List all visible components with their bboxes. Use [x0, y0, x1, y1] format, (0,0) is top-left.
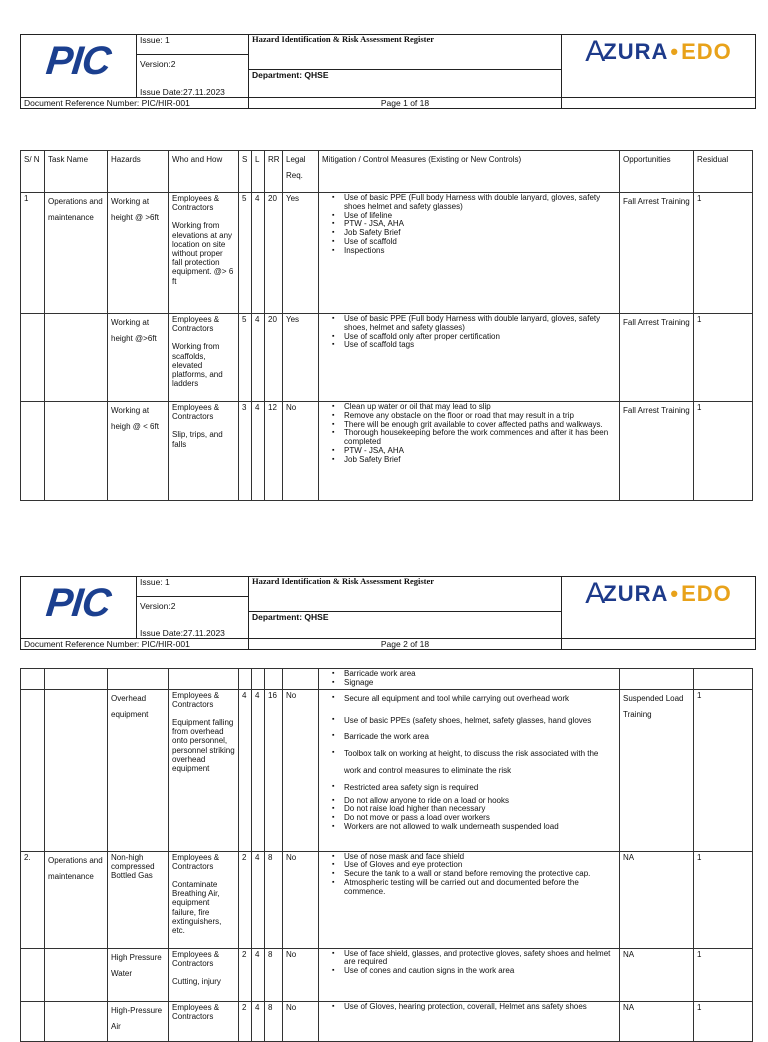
- table-row: Working at heigh @ < 6ft Employees & Contractors Slip, trips, and falls 3 4 12 No ▪ Clean up water or oil that may lead to slip ▪ Remove any obstacle on the floor or road that may result in a trip ▪ There will be enough grit available to cover affected paths and walkways. ▪ Thorough housekeeping before the work commences and after it has been completed ▪ PTW - JSA, AHA ▪ Job Safety Brief Fall Arrest Training 1: [21, 402, 753, 501]
- col-task: Task Name: [45, 151, 108, 193]
- issue-date: Issue Date:27.11.2023: [137, 69, 249, 97]
- azura-edo-logo: A ZURA • EDO: [562, 35, 756, 98]
- azura-edo-logo: A ZURA • EDO: [562, 577, 756, 639]
- table-row: High-Pressure Air Employees & Contractors 2 4 8 No ▪ Use of Gloves, hearing protection, coverall, Helmet ans safety shoes NA 1: [21, 1001, 753, 1041]
- col-opportunities: Opportunities: [620, 151, 694, 193]
- version: Version:2: [137, 597, 249, 612]
- col-l: L: [252, 151, 265, 193]
- hazard-register-table-page2: [20, 668, 753, 1042]
- table-row: 1 Operations and maintenance Working at height @ >6ft Employees & Contractors Working from elevations at any location on site without proper fall protection equipment. @> 6 ft 5 4 20 Yes ▪ Use of basic PPE (Full body Harness with double lanyard, gloves, safety shoes helmet and safety glasses) ▪ Use of lifeline ▪ PTW - JSA, AHA ▪ Job Safety Brief ▪ Use of scaffold ▪ Inspections Fall Arrest Training 1: [21, 193, 753, 314]
- table-row: Overhead equipment Employees & Contractors Equipment falling from overhead onto personnel, personnel striking overhead equipment 4 4 16 No ▪ Secure all equipment and tool while carrying out overhead work ▪ Use of basic PPEs (safety shoes, helmet, safety glasses, hand gloves ▪ Barricade the work area ▪ Toolbox talk on working at height, to discuss the risk associated with the work and control measures to eliminate the risk ▪ Restricted area safety sign is required ▪ Do not allow anyone to ride on a load or hooks ▪ Do not raise load higher than necessary ▪ Do not move or pass a load over workers ▪ Workers are not allowed to walk underneath suspended load Suspended Load Training 1: [21, 689, 753, 851]
- col-legal: Legal Req.: [283, 151, 319, 193]
- doc-ref: Document Reference Number: PIC/HIR-001: [21, 638, 249, 649]
- col-mitigation: Mitigation / Control Measures (Existing or New Controls): [319, 151, 620, 193]
- mitigation-list: ▪ Barricade work area ▪ Signage: [319, 669, 620, 690]
- col-rr: RR: [265, 151, 283, 193]
- issue: Issue: 1: [137, 577, 249, 597]
- issue-date: Issue Date:27.11.2023: [137, 611, 249, 638]
- page2-header: [20, 576, 756, 650]
- mitigation-list: ▪ Use of nose mask and face shield ▪ Use of Gloves and eye protection ▪ Secure the tank to a wall or stand before removing the protective cap. ▪ Atmospheric testing will be carried out and documented before the commence.: [319, 851, 620, 948]
- mitigation-list: ▪ Use of basic PPE (Full body Harness with double lanyard, gloves, safety shoes helmet and safety glasses) ▪ Use of lifeline ▪ PTW - JSA, AHA ▪ Job Safety Brief ▪ Use of scaffold ▪ Inspections: [319, 193, 620, 314]
- department: Department: QHSE: [249, 611, 562, 638]
- col-residual: Residual: [694, 151, 753, 193]
- page1-header: [20, 34, 756, 109]
- table-row: [21, 669, 753, 690]
- department: Department: QHSE: [249, 69, 562, 97]
- issue: Issue: 1: [137, 35, 249, 55]
- page-number: Page 2 of 18: [249, 638, 562, 649]
- mitigation-list: ▪ Clean up water or oil that may lead to slip ▪ Remove any obstacle on the floor or road that may result in a trip ▪ There will be enough grit available to cover affected paths and walkways. ▪ Thorough housekeeping before the work commences and after it has been completed ▪ PTW - JSA, AHA ▪ Job Safety Brief: [319, 402, 620, 501]
- table-row: 2. Operations and maintenance Non-high compressed Bottled Gas Employees & Contractors Contaminate Breathing Air, equipment failure, fire extinguishers, etc. 2 4 8 No ▪ Use of nose mask and face shield ▪ Use of Gloves and eye protection ▪ Secure the tank to a wall or stand before removing the protective cap. ▪ Atmospheric testing will be carried out and documented before the commence. NA 1: [21, 851, 753, 948]
- mitigation-list: ▪ Use of Gloves, hearing protection, coverall, Helmet ans safety shoes: [319, 1001, 620, 1041]
- col-who: Who and How: [169, 151, 239, 193]
- doc-ref: Document Reference Number: PIC/HIR-001: [21, 97, 249, 108]
- pic-logo: PIC: [21, 35, 137, 98]
- table-row: High Pressure Water Employees & Contractors Cutting, injury 2 4 8 No ▪ Use of face shield, glasses, and protective gloves, safety shoes and helmet are required ▪ Use of cones and caution signs in the work area NA 1: [21, 948, 753, 1001]
- mitigation-list: ▪ Use of face shield, glasses, and protective gloves, safety shoes and helmet are required ▪ Use of cones and caution signs in the work area: [319, 948, 620, 1001]
- pic-logo: PIC: [21, 577, 137, 639]
- register-title: Hazard Identification & Risk Assessment Register: [249, 35, 562, 70]
- page-number: Page 1 of 18: [249, 97, 562, 108]
- header-row: [21, 151, 753, 193]
- col-hazards: Hazards: [108, 151, 169, 193]
- version: Version:2: [137, 55, 249, 70]
- register-title: Hazard Identification & Risk Assessment Register: [249, 577, 562, 612]
- col-sn: S/ N: [21, 151, 45, 193]
- mitigation-list: ▪ Secure all equipment and tool while carrying out overhead work ▪ Use of basic PPEs (safety shoes, helmet, safety glasses, hand gloves ▪ Barricade the work area ▪ Toolbox talk on working at height, to discuss the risk associated with the work and control measures to eliminate the risk ▪ Restricted area safety sign is required ▪ Do not allow anyone to ride on a load or hooks ▪ Do not raise load higher than necessary ▪ Do not move or pass a load over workers ▪ Workers are not allowed to walk underneath suspended load: [319, 689, 620, 851]
- mitigation-list: ▪ Use of basic PPE (Full body Harness with double lanyard, gloves, safety shoes, helmet and safety glasses) ▪ Use of scaffold only after proper certification ▪ Use of scaffold tags: [319, 314, 620, 402]
- col-s: S: [239, 151, 252, 193]
- table-row: Working at height @>6ft Employees & Contractors Working from scaffolds, elevated platforms, and ladders 5 4 20 Yes ▪ Use of basic PPE (Full body Harness with double lanyard, gloves, safety shoes, helmet and safety glasses) ▪ Use of scaffold only after proper certification ▪ Use of scaffold tags Fall Arrest Training 1: [21, 314, 753, 402]
- hazard-register-table-page1: [20, 150, 753, 501]
